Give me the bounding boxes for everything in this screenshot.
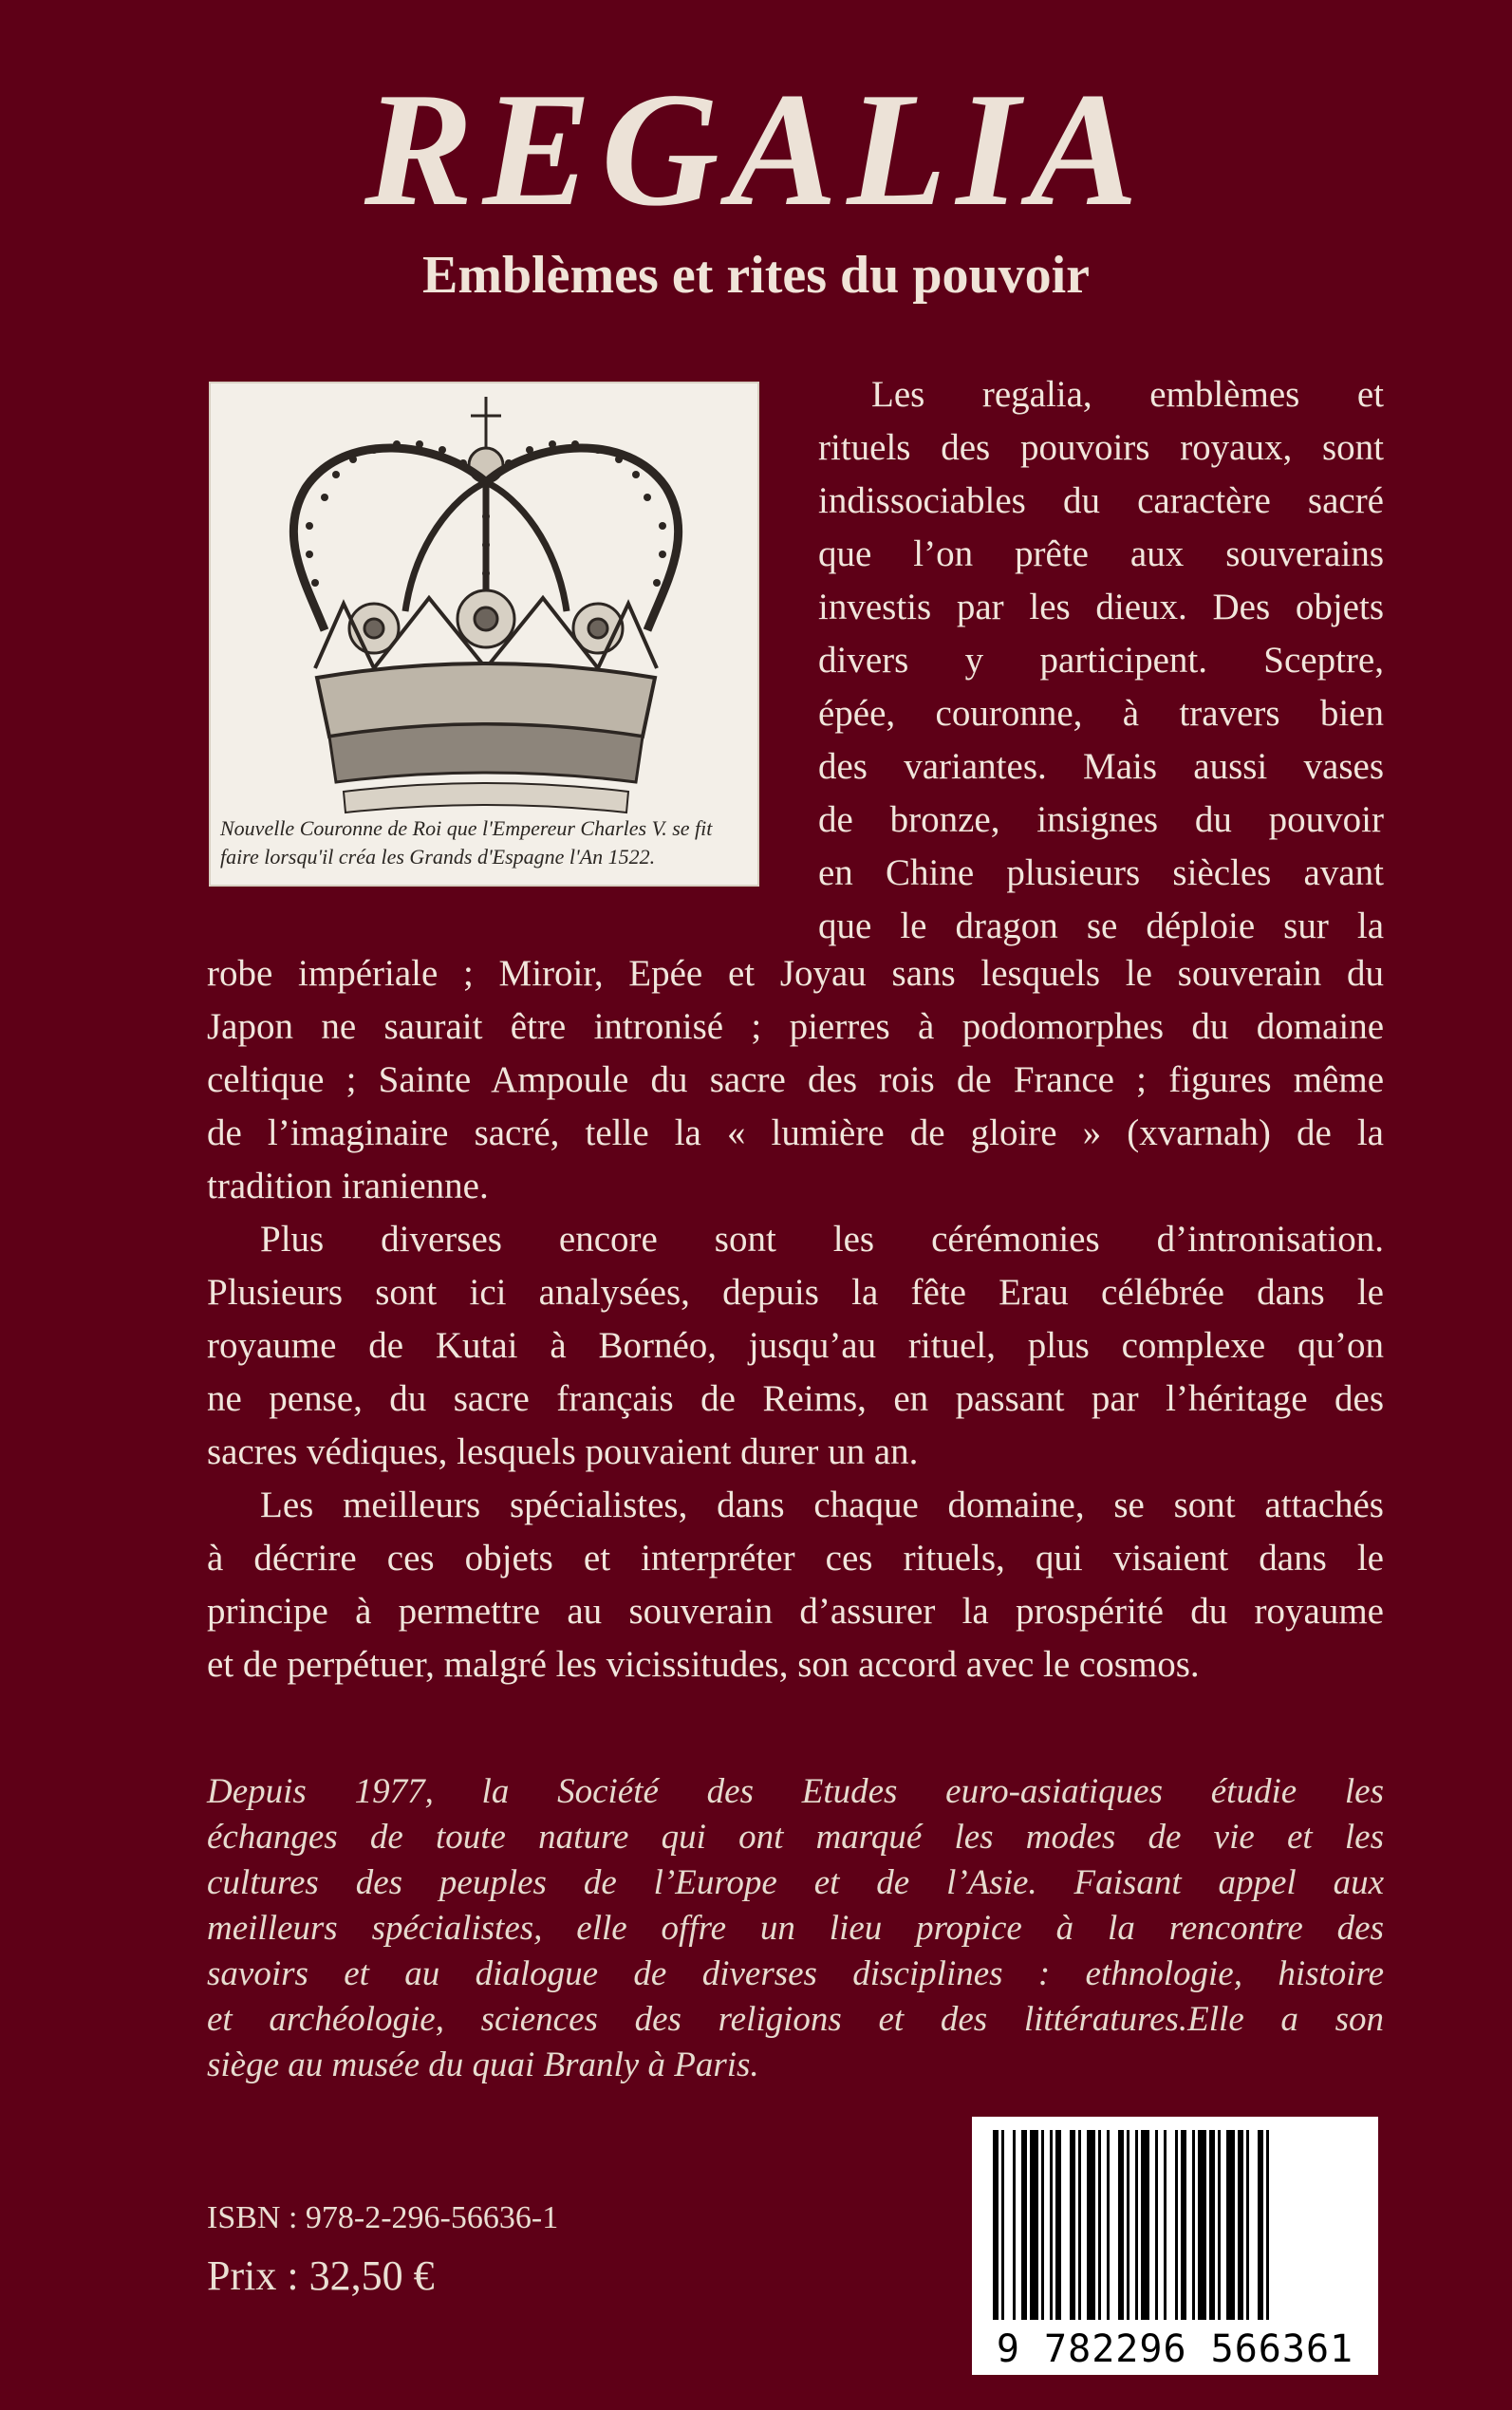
intro-paragraph <box>818 368 1384 953</box>
text-line: que l’on prête aux souverains <box>818 533 1384 574</box>
barcode-bar <box>1155 2130 1158 2320</box>
text-line: échanges de toute nature qui ont marqué les modes de vie et les <box>207 1818 1384 1857</box>
barcode-bar <box>1055 2130 1061 2320</box>
barcode-bar <box>1001 2130 1004 2320</box>
text-line: Depuis 1977, la Société des Etudes euro-asiatiques étudie les <box>207 1772 1384 1811</box>
text-line: Les meilleurs spécialistes, dans chaque domaine, se sont attachés <box>260 1485 1384 1525</box>
barcode-bar <box>1198 2130 1206 2320</box>
text-line: tradition iranienne. <box>207 1166 489 1206</box>
barcode-bar <box>1041 2130 1044 2320</box>
barcode-bar <box>1098 2130 1101 2320</box>
text-line: en Chine plusieurs siècles avant <box>818 852 1384 893</box>
text-line: principe à permettre au souverain d’assurer la prospérité du royaume <box>207 1591 1384 1632</box>
barcode-bar <box>1107 2130 1110 2320</box>
intro-paragraph-continued <box>207 947 1384 1213</box>
text-line: ne pense, du sacre français de Reims, en passant par l’héritage des <box>207 1378 1384 1419</box>
text-line: robe impériale ; Miroir, Epée et Joyau sans lesquels le souverain du <box>207 953 1384 994</box>
text-line: savoirs et au dialogue de diverses disciplines : ethnologie, histoire <box>207 1954 1384 1993</box>
text-line: des variantes. Mais aussi vases <box>818 746 1384 787</box>
caption-line: Nouvelle Couronne de Roi que l'Empereur Charles V. se fit <box>220 816 713 840</box>
barcode-bar <box>1181 2130 1186 2320</box>
specialists-paragraph <box>207 1479 1384 1691</box>
text-line: que le dragon se déploie sur la <box>818 906 1384 946</box>
barcode-bar <box>1164 2130 1167 2320</box>
text-line: siège au musée du quai Branly à Paris. <box>207 2046 759 2084</box>
price: Prix : 32,50 € <box>207 2252 435 2299</box>
text-line: divers y participent. Sceptre, <box>818 640 1384 681</box>
barcode-bar <box>1078 2130 1081 2320</box>
book-subtitle: Emblèmes et rites du pouvoir <box>421 246 1091 305</box>
text-line: épée, couronne, à travers bien <box>818 693 1384 734</box>
text-line: sacres védiques, lesquels pouvaient durer un an. <box>207 1431 919 1472</box>
crown-engraving <box>209 382 759 887</box>
barcode-digits: 9 782296 566361 <box>996 2327 1354 2371</box>
barcode-bar <box>1021 2130 1027 2320</box>
barcode-bar <box>1118 2130 1124 2320</box>
text-line: Japon ne saurait être intronisé ; pierres à podomorphes du domaine <box>207 1006 1384 1047</box>
text-line: à décrire ces objets et interpréter ces rituels, qui visaient dans le <box>207 1538 1384 1579</box>
text-line: et archéologie, sciences des religions et des littératures.Elle a son <box>207 2000 1384 2039</box>
ceremonies-paragraph <box>207 1213 1384 1479</box>
barcode-bar <box>1192 2130 1195 2320</box>
barcode-bar <box>1050 2130 1053 2320</box>
text-line: royaume de Kutai à Bornéo, jusqu’au rituel, plus complexe qu’on <box>207 1325 1384 1366</box>
engraving-caption <box>220 814 750 871</box>
text-line: indissociables du caractère sacré <box>818 480 1384 521</box>
text-line: de l’imaginaire sacré, telle la « lumière de gloire » (xvarnah) de la <box>207 1112 1384 1153</box>
barcode-bar <box>993 2130 999 2320</box>
book-title: REGALIA <box>364 60 1148 240</box>
text-line: Plusieurs sont ici analysées, depuis la fête Erau célébrée dans le <box>207 1272 1384 1313</box>
barcode-bar <box>1266 2130 1269 2320</box>
society-description <box>207 1769 1384 2088</box>
barcode-bar <box>1226 2130 1235 2320</box>
barcode-bar <box>1127 2130 1129 2320</box>
caption-line: faire lorsqu'il créa les Grands d'Espagne l'An 1522. <box>220 845 656 869</box>
barcode-bar <box>1013 2130 1016 2320</box>
barcode-bar <box>1218 2130 1221 2320</box>
text-line: cultures des peuples de l’Europe et de l’Asie. Faisant appel aux <box>207 1863 1384 1902</box>
barcode-bar <box>1238 2130 1243 2320</box>
barcode-bar <box>1087 2130 1095 2320</box>
text-line: celtique ; Sainte Ampoule du sacre des rois de France ; figures même <box>207 1059 1384 1100</box>
text-line: et de perpétuer, malgré les vicissitudes, son accord avec le cosmos. <box>207 1644 1200 1685</box>
text-line: investis par les dieux. Des objets <box>818 587 1384 627</box>
barcode-bar <box>1070 2130 1075 2320</box>
text-line: meilleurs spécialistes, elle offre un lieu propice à la rencontre des <box>207 1909 1384 1948</box>
crown-icon <box>211 383 757 830</box>
text-line: rituels des pouvoirs royaux, sont <box>818 427 1384 468</box>
barcode-bar <box>1258 2130 1263 2320</box>
text-line: Les regalia, emblèmes et <box>871 374 1384 415</box>
barcode-bar <box>1175 2130 1178 2320</box>
barcode-bar <box>1246 2130 1249 2320</box>
barcode-bar <box>1141 2130 1149 2320</box>
barcode-bar <box>1135 2130 1138 2320</box>
barcode-bar <box>1209 2130 1215 2320</box>
barcode-bar <box>1030 2130 1038 2320</box>
barcode <box>972 2117 1378 2375</box>
isbn: ISBN : 978-2-296-56636-1 <box>207 2200 559 2235</box>
text-line: Plus diverses encore sont les cérémonies d’intronisation. <box>260 1219 1384 1260</box>
text-line: de bronze, insignes du pouvoir <box>818 799 1384 840</box>
